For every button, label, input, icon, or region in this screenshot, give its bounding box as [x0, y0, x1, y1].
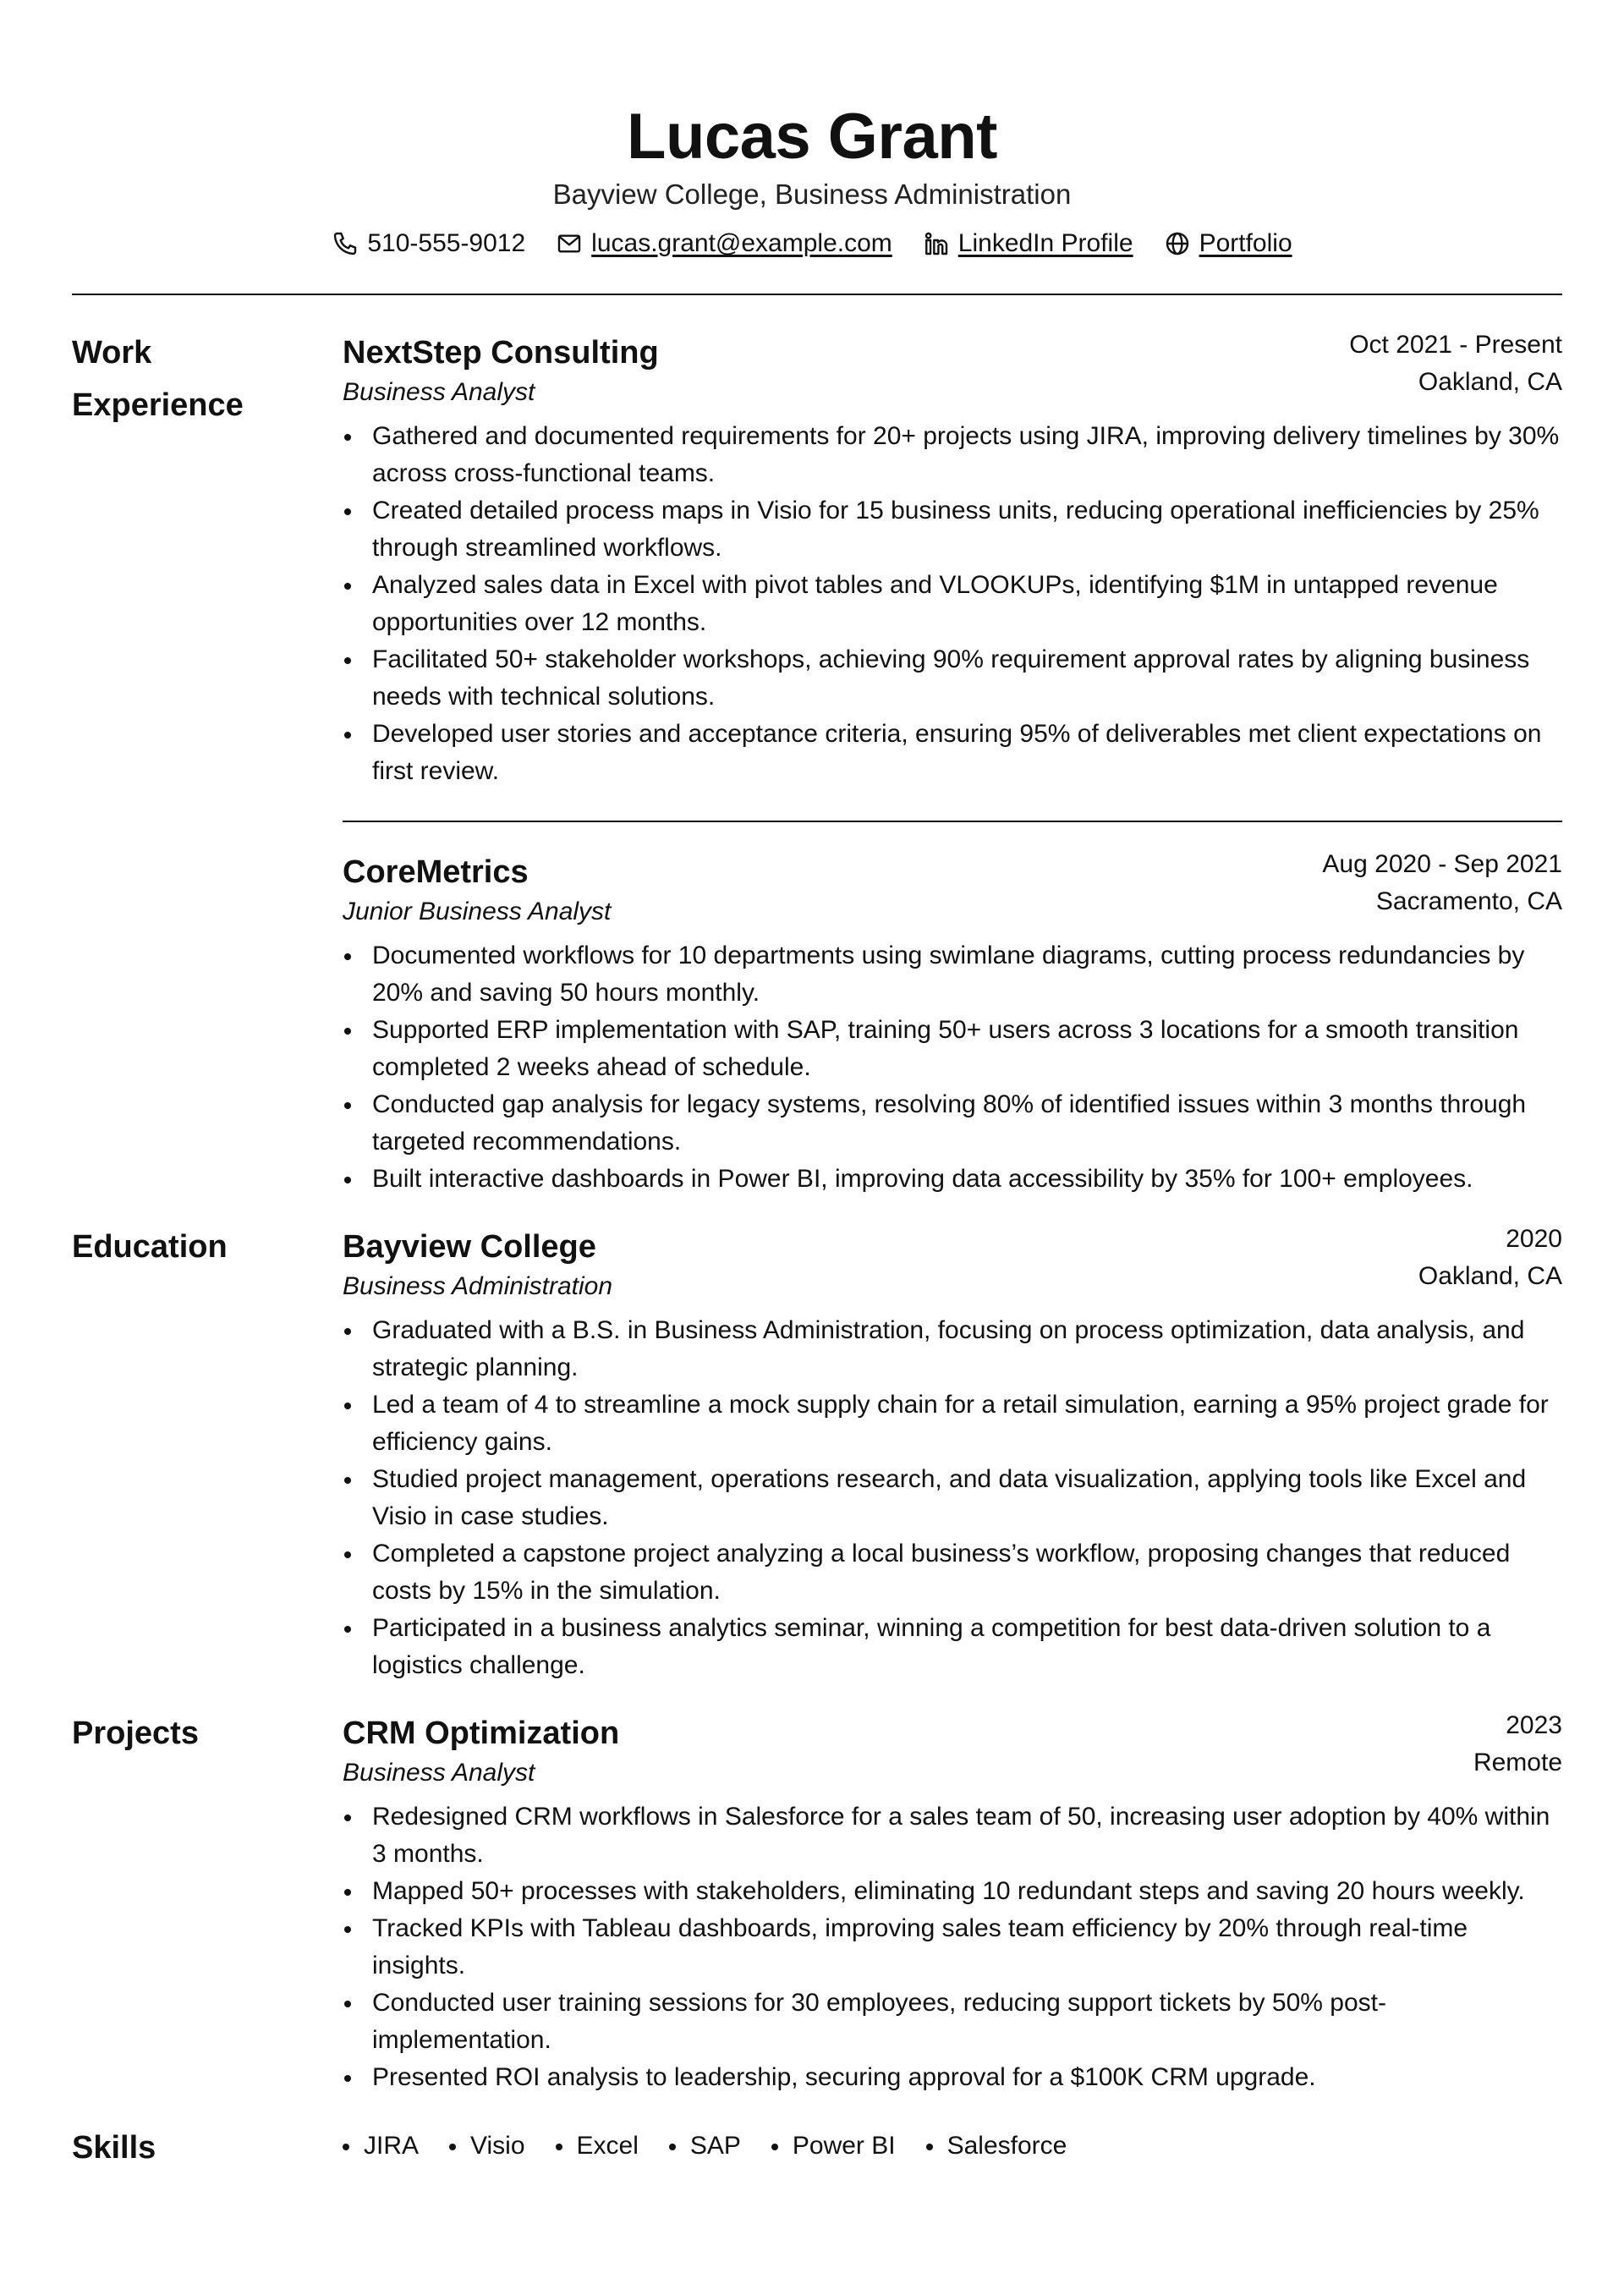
portfolio-link[interactable]: Portfolio — [1199, 229, 1292, 257]
work-meta — [1349, 327, 1562, 401]
section-skills: Skills — [72, 2130, 156, 2166]
linkedin-link[interactable]: LinkedIn Profile — [957, 229, 1133, 257]
skill-item: Salesforce — [926, 2128, 1067, 2165]
section-education: Education — [72, 1229, 228, 1265]
project-meta — [1473, 1707, 1562, 1782]
education-location: Oakland, CA — [1418, 1262, 1562, 1290]
candidate-name: Lucas Grant — [627, 101, 997, 173]
skills-list — [343, 2128, 1067, 2165]
linkedin-icon — [923, 230, 950, 257]
list-item: Graduated with a B.S. in Business Administration, focusing on process optimization, data analysis, and strategic planning. — [343, 1312, 1562, 1386]
list-item: Tracked KPIs with Tableau dashboards, improving sales team efficiency by 20% through real-time insights. — [343, 1910, 1562, 1985]
section-projects: Projects — [72, 1716, 199, 1751]
work-location: Sacramento, CA — [1375, 887, 1562, 915]
project-location: Remote — [1473, 1749, 1562, 1776]
list-item: Participated in a business analytics seminar, winning a competition for best data-driven solution to a logistics challenge. — [343, 1610, 1562, 1684]
project-role: Business Analyst — [343, 1759, 535, 1787]
phone-number: 510-555-9012 — [367, 229, 526, 257]
list-item: Analyzed sales data in Excel with pivot tables and VLOOKUPs, identifying $1M in untapped revenue opportunities over 12 months. — [343, 567, 1562, 641]
skill-item: Excel — [556, 2128, 639, 2165]
education-meta — [1418, 1221, 1562, 1295]
education-degree: Business Administration — [343, 1272, 613, 1300]
contact-phone — [332, 225, 525, 262]
email-link[interactable]: lucas.grant@example.com — [591, 229, 892, 257]
work-entry-divider — [343, 821, 1562, 822]
contact-portfolio[interactable] — [1164, 225, 1292, 262]
list-item: Conducted gap analysis for legacy systems, resolving 80% of identified issues within 3 months through targeted recommendations. — [343, 1086, 1562, 1161]
skill-item: JIRA — [343, 2128, 419, 2165]
work-bullets — [343, 418, 1562, 790]
work-company: NextStep Consulting — [343, 335, 659, 371]
list-item: Supported ERP implementation with SAP, training 50+ users across 3 locations for a smooth transition completed 2 weeks ahead of schedule. — [343, 1012, 1562, 1086]
list-item: Gathered and documented requirements for 20+ projects using JIRA, improving delivery timelines by 30% across cross-functional teams. — [343, 418, 1562, 492]
work-role: Business Analyst — [343, 378, 535, 406]
contact-row — [0, 225, 1624, 262]
list-item: Presented ROI analysis to leadership, securing approval for a $100K CRM upgrade. — [343, 2059, 1562, 2096]
globe-icon — [1164, 230, 1191, 257]
work-location: Oakland, CA — [1418, 368, 1562, 396]
list-item: Built interactive dashboards in Power BI, improving data accessibility by 35% for 100+ employees. — [343, 1161, 1562, 1198]
work-company: CoreMetrics — [343, 854, 529, 890]
list-item: Mapped 50+ processes with stakeholders, eliminating 10 redundant steps and saving 20 hours weekly. — [343, 1873, 1562, 1910]
education-bullets — [343, 1312, 1562, 1684]
list-item: Documented workflows for 10 departments using swimlane diagrams, cutting process redundancies by 20% and saving 50 hours monthly. — [343, 937, 1562, 1012]
skill-item: Visio — [449, 2128, 524, 2165]
contact-linkedin[interactable] — [923, 225, 1133, 262]
header-divider — [72, 294, 1562, 295]
work-dates: Oct 2021 - Present — [1349, 331, 1562, 359]
project-entry — [343, 1712, 1562, 2096]
contact-email[interactable] — [556, 225, 892, 262]
education-school: Bayview College — [343, 1229, 596, 1265]
list-item: Facilitated 50+ stakeholder workshops, achieving 90% requirement approval rates by aligning business needs with technical solutions. — [343, 641, 1562, 716]
list-item: Studied project management, operations research, and data visualization, applying tools like Excel and Visio in case studies. — [343, 1461, 1562, 1535]
education-entry — [343, 1226, 1562, 1684]
skill-item: SAP — [669, 2128, 741, 2165]
project-year: 2023 — [1506, 1711, 1562, 1739]
list-item: Created detailed process maps in Visio for 15 business units, reducing operational inefficiencies by 25% through streamlined workflows. — [343, 492, 1562, 567]
phone-icon — [332, 230, 359, 257]
mail-icon — [556, 230, 583, 257]
project-title: CRM Optimization — [343, 1716, 620, 1751]
list-item: Redesigned CRM workflows in Salesforce for a sales team of 50, increasing user adoption by 40% within 3 months. — [343, 1798, 1562, 1873]
skill-item: Power BI — [771, 2128, 896, 2165]
list-item: Developed user stories and acceptance criteria, ensuring 95% of deliverables met client expectations on first review. — [343, 716, 1562, 790]
project-bullets — [343, 1798, 1562, 2096]
list-item: Completed a capstone project analyzing a local business’s workflow, proposing changes that reduced costs by 15% in the simulation. — [343, 1535, 1562, 1610]
work-entry-nextstep — [343, 332, 1562, 790]
section-work-experience: Work Experience — [72, 335, 244, 423]
list-item: Conducted user training sessions for 30 employees, reducing support tickets by 50% post-implementation. — [343, 1985, 1562, 2059]
work-role: Junior Business Analyst — [343, 898, 612, 925]
list-item: Led a team of 4 to streamline a mock supply chain for a retail simulation, earning a 95% project grade for efficiency gains. — [343, 1386, 1562, 1461]
work-meta — [1322, 846, 1562, 920]
work-entry-coremetrics — [343, 851, 1562, 1198]
candidate-subtitle: Bayview College, Business Administration — [552, 178, 1072, 210]
education-year: 2020 — [1506, 1225, 1562, 1253]
work-bullets — [343, 937, 1562, 1198]
work-dates: Aug 2020 - Sep 2021 — [1322, 850, 1562, 878]
